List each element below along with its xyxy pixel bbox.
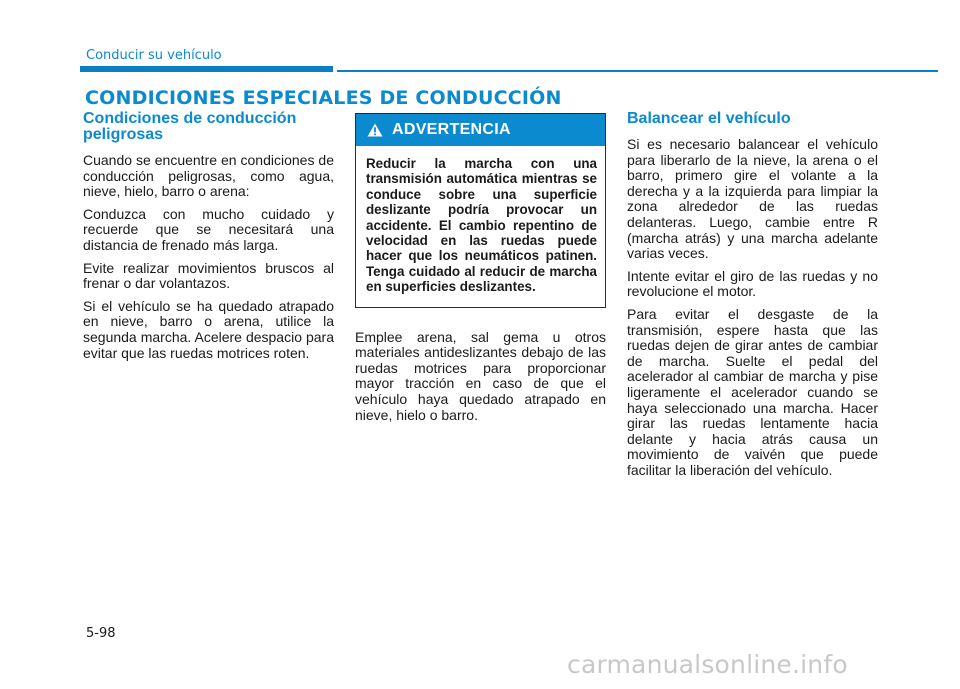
heading-rocking-vehicle: Balancear el vehículo — [627, 110, 791, 127]
left-column — [83, 111, 334, 368]
paragraph: Si el vehículo se ha quedado atrapado en nieve, barro o arena, utilice la segunda marcha. Acelere despacio para evitar que las ruedas motrices roten. — [83, 297, 334, 361]
header-rule-thin — [337, 70, 938, 72]
paragraph: Intente evitar el giro de las ruedas y no revolucione el motor. — [627, 267, 878, 300]
middle-column — [355, 113, 606, 430]
watermark: carmanualsonline.info — [567, 650, 848, 679]
right-column — [627, 111, 878, 485]
warning-triangle-icon — [367, 123, 383, 137]
paragraph: Cuando se encuentre en condiciones de conducción peligrosas, como agua, nieve, hielo, barro o arena: — [83, 152, 334, 200]
paragraph: Para evitar el desgaste de la transmisión, espere hasta que las ruedas dejen de girar antes de cambiar de marcha. Suelte el pedal del acelerador al cambiar de marcha y pise ligeramente el acelerador cuando se haya seleccionado una marcha. Hacer girar las ruedas lentamente hacia delante y hacia atrás causa un movimiento de vaivén que puede facilitar la liberación del vehículo. — [627, 305, 878, 478]
page-number: 5-98 — [86, 626, 116, 641]
warning-box — [355, 113, 606, 308]
heading-dangerous-conditions: Condiciones de conducción peligrosas — [83, 110, 297, 143]
warning-header — [356, 114, 605, 146]
warning-text: Reducir la marcha con una transmisión automática mientras se conduce sobre una superficie deslizante podría provocar un accidente. El cambio repentino de velocidad en las ruedas puede hacer que los neumáticos patinen. Tenga cuidado al reducir de marcha en superficies deslizantes. — [366, 156, 597, 295]
running-header: Conducir su vehículo — [86, 48, 222, 63]
paragraph: Conduzca con mucho cuidado y recuerde que se necesitará una distancia de frenado más larga. — [83, 205, 334, 253]
warning-title: ADVERTENCIA — [392, 121, 511, 138]
header-rule-thick — [80, 66, 333, 72]
section-title: CONDICIONES ESPECIALES DE CONDUCCIÓN — [85, 87, 562, 109]
paragraph: Evite realizar movimientos bruscos al frenar o dar volantazos. — [83, 259, 334, 292]
paragraph: Emplee arena, sal gema u otros materiales antideslizantes debajo de las ruedas motrices para proporcionar mayor tracción en caso de que el vehículo haya quedado atrapado en nieve, hielo o barro. — [355, 328, 606, 423]
paragraph: Si es necesario balancear el vehículo para liberarlo de la nieve, la arena o el barro, primero gire el volante a la derecha y a la izquierda para limpiar la zona alrededor de las ruedas delanteras. Luego, cambie entre R (marcha atrás) y una marcha adelante varias veces. — [627, 136, 878, 262]
